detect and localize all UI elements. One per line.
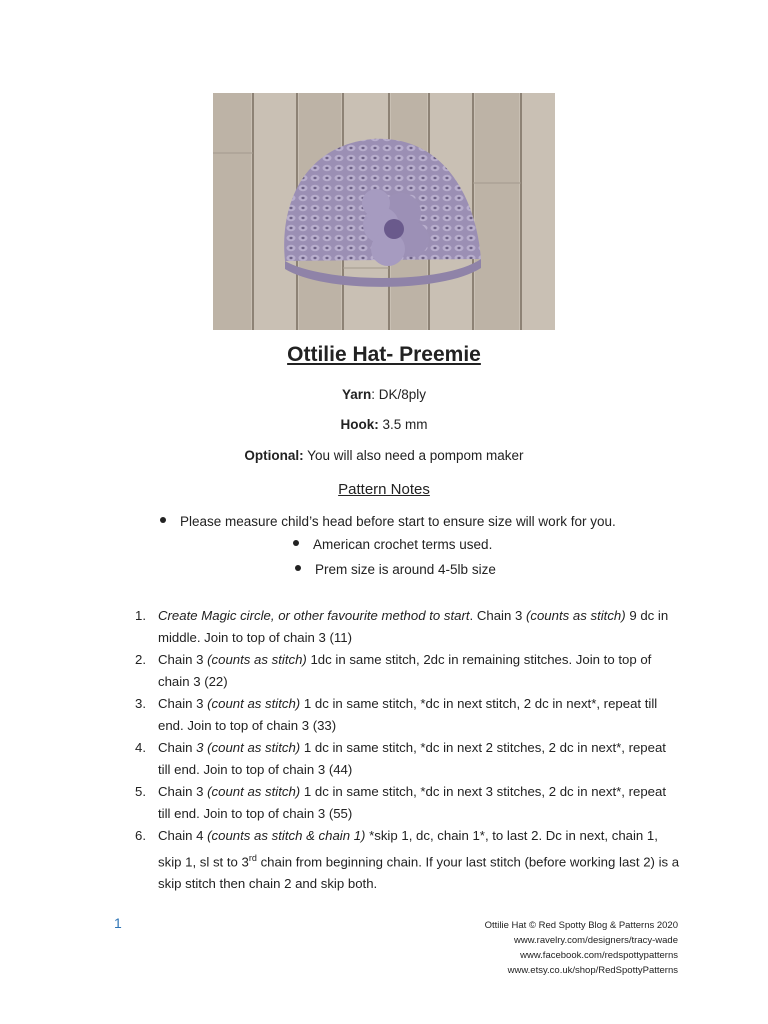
note-item bbox=[295, 562, 496, 577]
yarn-label: Yarn bbox=[341, 387, 372, 402]
step-text: 1 dc in same stitch, *dc in next stitch, 2 dc in next*, repeat till end. Join to top of chain 3 (33) bbox=[158, 696, 658, 733]
note-text: Please measure child’s head before start to ensure size will work for you. bbox=[180, 514, 616, 529]
step-text: Chain 4 bbox=[158, 828, 208, 843]
optional-line bbox=[0, 448, 768, 463]
hat-photo bbox=[213, 93, 555, 330]
note-item bbox=[160, 514, 616, 529]
step-text: 1 dc in same stitch, *dc in next 2 stitches, 2 dc in next*, repeat till end. Join to top of chain 3 (44) bbox=[158, 740, 666, 777]
step-text: Chain 3 bbox=[158, 652, 208, 667]
pattern-steps bbox=[135, 605, 680, 895]
yarn-value: : DK/8ply bbox=[371, 387, 427, 402]
footer-link-facebook[interactable]: www.facebook.com/redspottypatterns bbox=[520, 950, 678, 961]
step-text: chain from beginning chain. If your last stitch (before working last 2) is a skip stitch then chain 2 and skip both. bbox=[158, 854, 680, 892]
step-italic: (counts as stitch) bbox=[525, 608, 626, 623]
step-number: 5. bbox=[135, 784, 146, 799]
step-text: 9 dc in middle. Join to top of chain 3 (11) bbox=[158, 608, 669, 645]
step-italic: (count as stitch) bbox=[207, 784, 301, 799]
hook-value: 3.5 mm bbox=[378, 417, 428, 432]
step-item bbox=[135, 781, 680, 825]
hook-line bbox=[0, 417, 768, 432]
footer bbox=[485, 918, 678, 978]
step-text: Chain bbox=[158, 740, 197, 755]
bullet-icon bbox=[160, 517, 166, 523]
step-item bbox=[135, 605, 680, 649]
step-italic-lead: Create Magic circle, or other favourite method to start bbox=[158, 608, 470, 623]
yarn-line bbox=[0, 387, 768, 402]
note-item bbox=[293, 537, 492, 552]
step-italic: (counts as stitch) bbox=[207, 652, 307, 667]
footer-link-etsy[interactable]: www.etsy.co.uk/shop/RedSpottyPatterns bbox=[507, 965, 678, 976]
step-number: 2. bbox=[135, 652, 146, 667]
step-italic: (counts as stitch & chain 1) bbox=[207, 828, 366, 843]
optional-value: You will also need a pompom maker bbox=[303, 448, 524, 463]
optional-label: Optional: bbox=[244, 448, 304, 463]
step-italic: (count as stitch) bbox=[207, 696, 301, 711]
hat-illustration bbox=[213, 93, 555, 330]
step-text: *skip 1, dc, chain 1*, to last 2. Dc in next, chain 1, skip 1, sl st to 3 bbox=[158, 828, 658, 870]
step-number: 1. bbox=[135, 608, 146, 623]
step-text: . Chain 3 bbox=[469, 608, 526, 623]
step-text: Chain 3 bbox=[158, 696, 208, 711]
note-text: American crochet terms used. bbox=[313, 537, 493, 552]
step-item bbox=[135, 825, 680, 895]
step-number: 4. bbox=[135, 740, 146, 755]
step-text: 1dc in same stitch, 2dc in remaining stitches. Join to top of chain 3 (22) bbox=[158, 652, 652, 689]
footer-link-ravelry[interactable]: www.ravelry.com/designers/tracy-wade bbox=[513, 935, 678, 946]
bullet-icon bbox=[295, 565, 301, 571]
bullet-icon bbox=[293, 540, 299, 546]
step-text: Chain 3 bbox=[158, 784, 208, 799]
note-text: Prem size is around 4-5lb size bbox=[315, 562, 496, 577]
hook-label: Hook: bbox=[340, 417, 379, 432]
step-number: 6. bbox=[135, 828, 146, 843]
pattern-title: Ottilie Hat- Preemie bbox=[287, 343, 481, 366]
footer-copyright: Ottilie Hat © Red Spotty Blog & Patterns 2020 bbox=[484, 920, 678, 931]
step-item bbox=[135, 693, 680, 737]
step-italic: 3 (count as stitch) bbox=[196, 740, 301, 755]
step-item bbox=[135, 649, 680, 693]
step-number: 3. bbox=[135, 696, 146, 711]
pattern-notes-heading: Pattern Notes bbox=[338, 481, 430, 498]
step-text: 1 dc in same stitch, *dc in next 3 stitches, 2 dc in next*, repeat till end. Join to top of chain 3 (55) bbox=[158, 784, 666, 821]
step-superscript: rd bbox=[248, 853, 257, 863]
step-item bbox=[135, 737, 680, 781]
page-number: 1 bbox=[114, 915, 122, 931]
